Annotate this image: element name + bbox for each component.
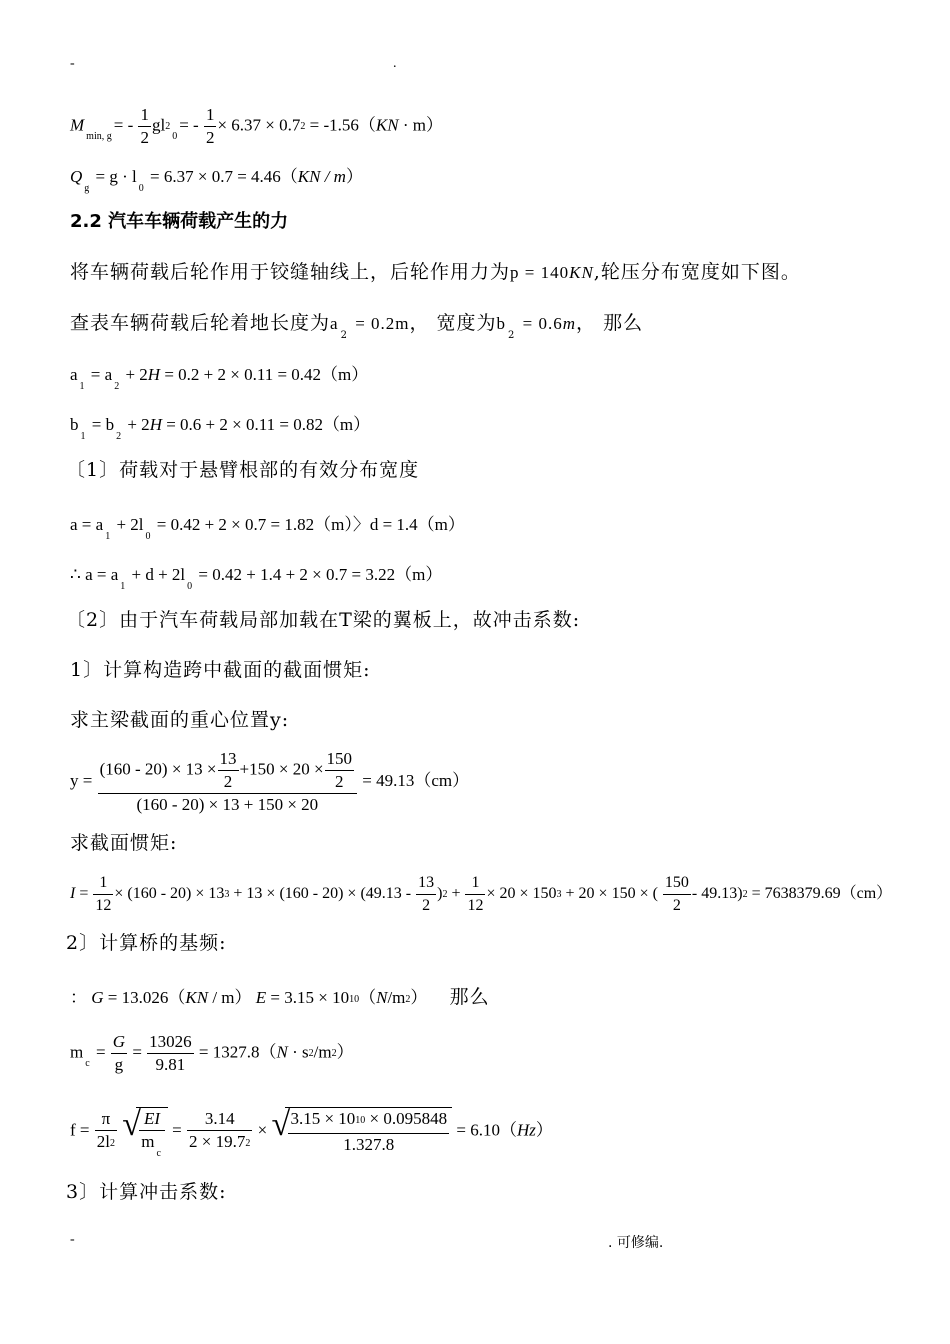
footer-left: - (70, 1232, 75, 1247)
fraction-y: (160 - 20) × 13 × $\frac{13}{2}$ +150 × 20 × $\frac{150}{2}$ (160 - 20) × 13 + 150 × 20 (98, 748, 357, 816)
step-1: 1〕计算构造跨中截面的截面惯矩: (70, 659, 371, 681)
equation-mmin: $M_{min, g}=$ - $\frac{1}{2}$ $gl2_0=$ - $\frac{1}{2}$ × 6.37 × 0.72 = -1.56（KN · m） (70, 105, 443, 147)
fraction: $\frac{1}{2}$ (205, 105, 215, 147)
footer-right: . 可修编. (608, 1235, 664, 1251)
equation-a1: $a_1 = a_2 + 2H = 0.2 + 2 \times 0.11 = 0.42(m)$ (70, 365, 369, 392)
equation-a-final: ∴ $a = a_1 + d + 2l_0 = 0.42 + 1.4 + 2 \times 0.7 = 3.22(m)$ (70, 565, 443, 592)
equation-inertia: I = $\frac{1}{12}$ × (160 - 20) × 133 + 13 × (160 - 20) × (49.13 - $\frac{13}{2}$ )2 + $\frac{1}{12}$ × 20 × 1503 + 20 × 150 × ( $\frac{150}{2}$ - 49.13)2 = 7638379.69（cm） (70, 874, 893, 914)
equation-y: y = (160 - 20) × 13 × $\frac{13}{2}$ +150 × 20 × $\frac{150}{2}$ (160 - 20) × 13 + 150 × 20 = 49.13（cm） (70, 749, 470, 814)
equation-qg: $Q_g = g \cdot l_0 = 6.37 \times 0.7 = 4.46(KN / m)$ (70, 167, 363, 194)
inertia-label: 求截面惯矩: (70, 832, 178, 854)
paragraph-wheel-size: 查表车辆荷载后轮着地长度为$a_2 = 0.2m$， 宽度为$b_2 = 0.6m$， 那么 (70, 312, 644, 341)
square-root: √ $\frac{EI}{m_c}$ (122, 1107, 168, 1156)
header-right: . (393, 56, 397, 71)
equation-mc: $m_c$ = $\frac{G}{g}$ = $\frac{13026}{9.81}$ = 1327.8（N · s2/m2） (70, 1032, 354, 1074)
centroid-label: 求主梁截面的重心位置y: (70, 709, 290, 731)
section-heading: 2.2 汽车车辆荷载产生的力 (70, 211, 289, 232)
item-2: 〔2〕由于汽车荷载局部加载在T梁的翼板上，故冲击系数: (66, 609, 581, 631)
item-1: 〔1〕荷载对于悬臂根部的有效分布宽度 (66, 459, 420, 481)
square-root: √ $\frac{3.15 \times 1010 \times 0.095848}{1.327.8}$ (271, 1107, 452, 1156)
paragraph-load: 将车辆荷载后轮作用于铰缝轴线上，后轮作用力为p = 140KN,轮压分布宽度如下图。 (70, 261, 801, 283)
equation-b1: $b_1 = b_2 + 2H = 0.6 + 2 \times 0.11 = 0.82(m)$ (70, 415, 371, 442)
equation-frequency: f = $\frac{\pi}{2l2}$ √ $\frac{EI}{m_c}$ = $\frac{3.14}{2 \times 19.72}$ × √ $\frac{3.15 \times 1010 \times 0.095848}{1.327.8}$ = 6.10（Hz） (70, 1106, 553, 1159)
step-2: 2〕计算桥的基频: (66, 932, 227, 954)
equation-given: ： G = 13.026（KN / m） E = 3.15 × 1010（N/m2） 那么 (70, 986, 490, 1008)
header-left: - (70, 56, 75, 71)
equation-a: $a = a_1 + 2l_0 = 0.42 + 2 \times 0.7 = 1.82(m)$〉d = 1.4（m） (70, 515, 465, 542)
step-3: 3〕计算冲击系数: (66, 1181, 227, 1203)
fraction: $\frac{1}{2}$ (140, 105, 149, 147)
